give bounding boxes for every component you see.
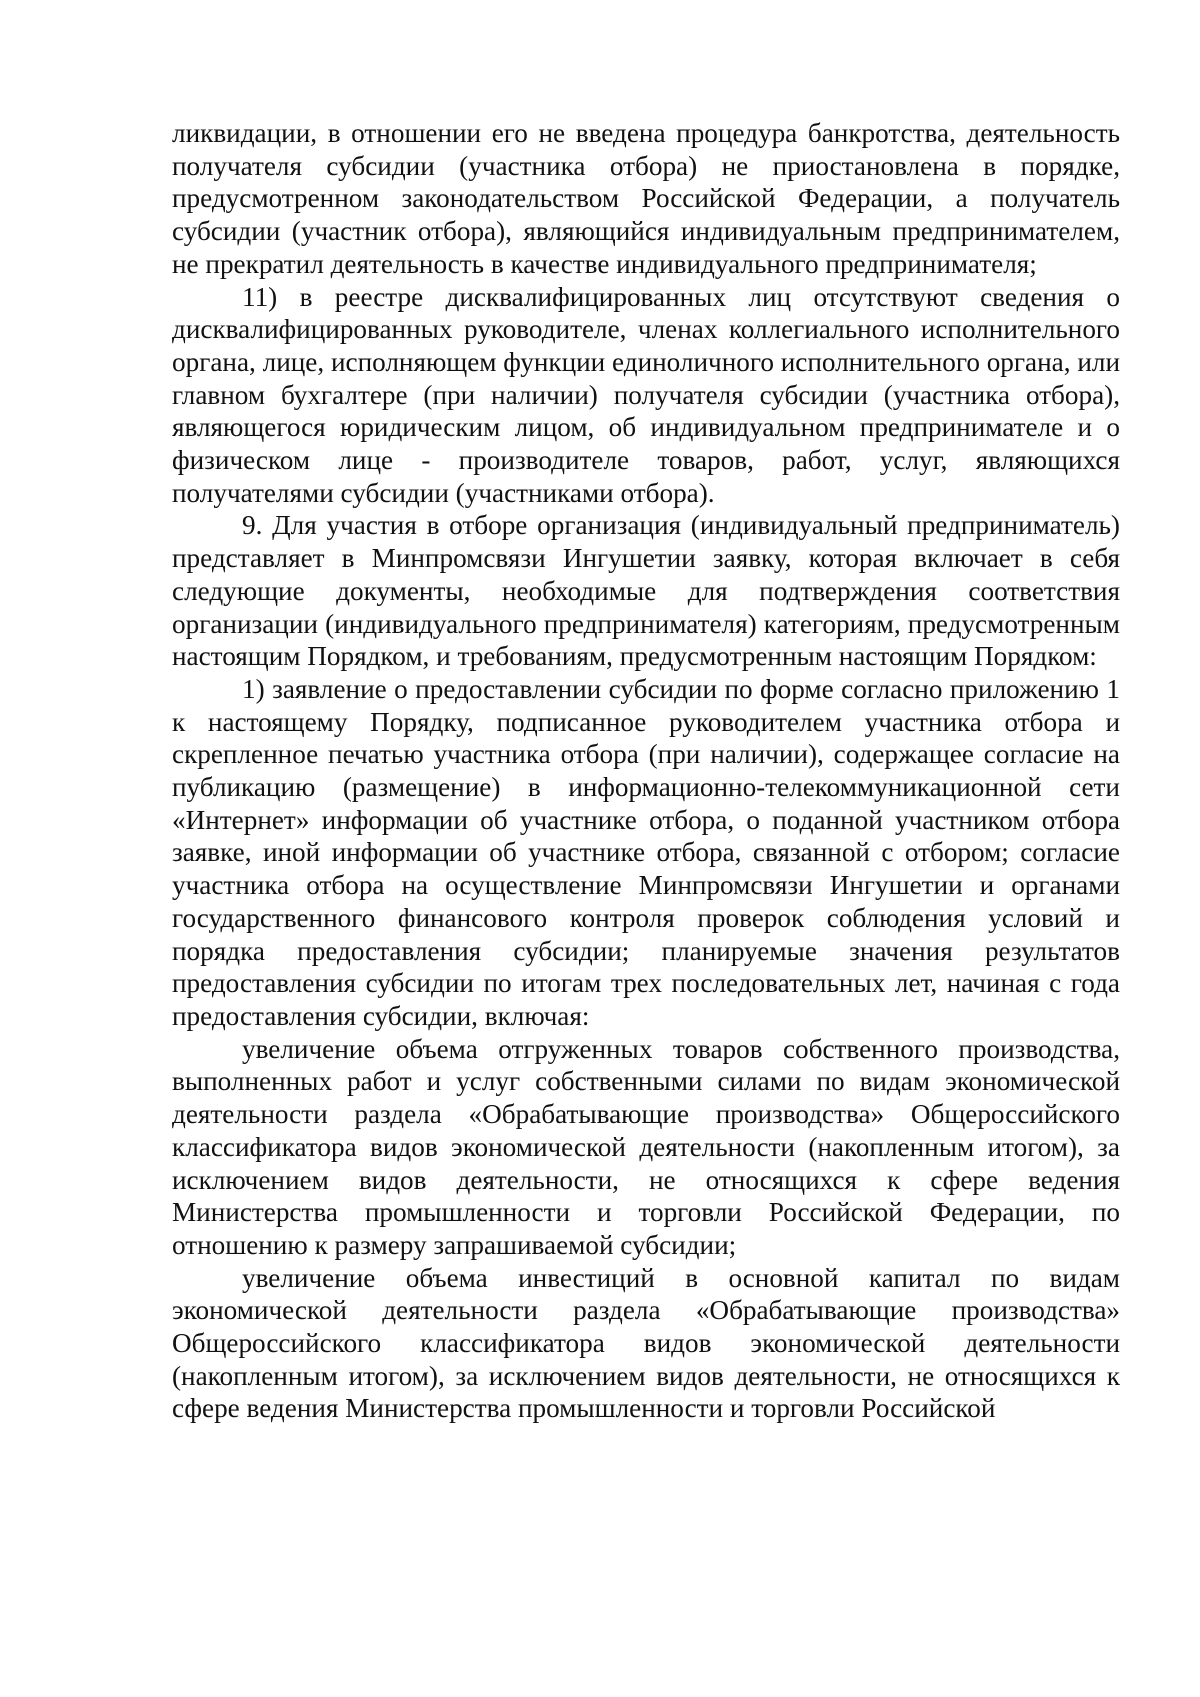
paragraph-continuation: ликвидации, в отношении его не введена процедура банкротства, деятельность получателя субсидии (участника отбора) не приостановлена в порядке, предусмотренном законодательством Российской Федерации, а получатель субсидии (участник отбора), являющийся индивидуальным предпринимателем, не прекратил деятельность в качестве индивидуального предпринимателя; (172, 118, 1120, 279)
paragraph-shipment-increase: увеличение объема отгруженных товаров собственного производства, выполненных работ и услуг собственными силами по видам экономической деятельности раздела «Обрабатывающие производства» Общероссийского классификатора видов экономической деятельности (накопленным итогом), за исключением видов деятельности, не относящихся к сфере ведения Министерства промышленности и торговли Российской Федерации, по отношению к размеру запрашиваемой субсидии; (172, 1033, 1120, 1260)
paragraph-investment-increase: увеличение объема инвестиций в основной капитал по видам экономической деятельности раздела «Обрабатывающие производства» Общероссийского классификатора видов экономической деятельности (накопленным итогом), за исключением видов деятельности, не относящихся к сфере ведения Министерства промышленности и торговли Российской (172, 1262, 1120, 1424)
paragraph-section-9: 9. Для участия в отборе организация (индивидуальный предприниматель) представляет в Минпромсвязи Ингушетии заявку, которая включает в себя следующие документы, необходимые для подтверждения соответствия организации (индивидуального предпринимателя) категориям, предусмотренным настоящим Порядком, и требованиям, предусмотренным настоящим Порядком: (172, 510, 1120, 672)
document-page (172, 117, 1120, 1425)
paragraph-item-1: 1) заявление о предоставлении субсидии по форме согласно приложению 1 к настоящему Порядку, подписанное руководителем участника отбора и скрепленное печатью участника отбора (при наличии), содержащее согласие на публикацию (размещение) в информационно-телекоммуникационной сети «Интернет» информации об участнике отбора, о поданной участником отбора заявке, иной информации об участнике отбора, связанной с отбором; согласие участника отбора на осуществление Минпромсвязи Ингушетии и органами государственного финансового контроля проверок соблюдения условий и порядка предоставления субсидии; планируемые значения результатов предоставления субсидии по итогам трех последовательных лет, начиная с года предоставления субсидии, включая: (172, 673, 1120, 1031)
paragraph-item-11: 11) в реестре дисквалифицированных лиц отсутствуют сведения о дисквалифицированных руководителе, членах коллегиального исполнительного органа, лице, исполняющем функции единоличного исполнительного органа, или главном бухгалтере (при наличии) получателя субсидии (участника отбора), являющегося юридическим лицом, об индивидуальном предпринимателе и о физическом лице - производителе товаров, работ, услуг, являющихся получателями субсидии (участниками отбора). (172, 281, 1120, 508)
